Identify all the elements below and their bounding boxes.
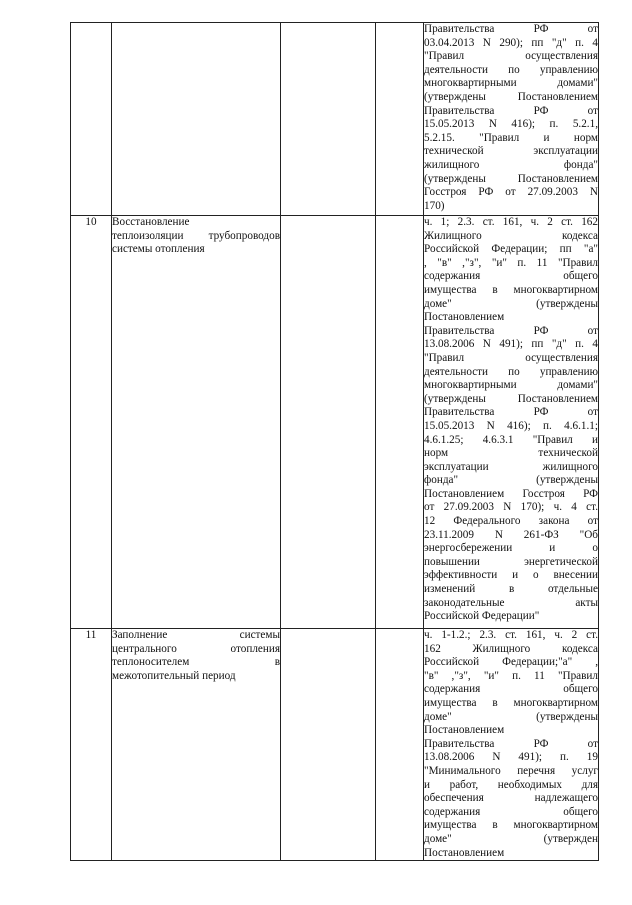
legal-basis-line: имущества в многоквартирном [424,283,598,296]
legal-basis-line: 23.11.2009 N 261-ФЗ "Об [424,528,598,541]
row-number-cell [71,216,112,629]
legal-basis-line: 03.04.2013 N 290); пп "д" п. 4 [424,36,598,49]
legal-basis-line: "Правил осуществления [424,50,598,63]
legal-basis-line: содержания общего [424,683,598,696]
work-description-line: межотопительный период [112,669,236,682]
legal-basis-line: Правительства РФ от [424,406,598,419]
legal-basis-line: норм технической [424,447,598,460]
legal-basis-line: доме" (утверждены [424,297,598,310]
work-description-line: системы отопления [112,243,205,256]
legal-basis-line: Постановлением Госстроя РФ [424,487,598,500]
legal-basis-line: деятельности по управлению [424,63,598,76]
legal-basis-line: (утверждены Постановлением [424,90,598,103]
row-number: 11 [85,629,97,641]
legal-basis-line: имущества в многоквартирном [424,819,598,832]
legal-basis-line: многоквартирными домами" [424,77,598,90]
legal-basis-line: 5.2.15. "Правил и норм [424,131,598,144]
legal-basis-line: , "в" ,"з", "и" п. 11 "Правил [424,256,598,269]
legal-basis-line: многоквартирными домами" [424,379,598,392]
legal-basis-line: законодательные акты [424,596,598,609]
legal-basis-line: жилищного фонда" [424,158,598,171]
legal-basis-line: эффективности и о внесении [424,569,598,582]
legal-basis-line: имущества в многоквартирном [424,696,598,709]
legal-basis-line: Правительства РФ от [424,324,598,337]
legal-basis-line: "в" ,"з", "и" п. 11 "Правил [424,669,598,682]
legal-basis-line: и работ, необходимых для [424,778,598,791]
empty-cell [281,216,376,629]
legal-basis-line: 170) [424,199,445,212]
work-description-cell [112,216,281,629]
work-description-cell [112,629,281,861]
legal-basis-line: содержания общего [424,270,598,283]
legal-basis-line: (утверждены Постановлением [424,172,598,185]
legal-basis-line: 15.05.2013 N 416); п. 5.2.1, [424,118,598,131]
legal-basis-line: (утверждены Постановлением [424,392,598,405]
legal-basis-line: Постановлением [424,311,505,324]
legal-basis-line: Российской Федерации; пп "а" [424,243,598,256]
legal-basis-line: обеспечения надлежащего [424,792,598,805]
legal-basis-line: 162 Жилищного кодекса [424,642,598,655]
legal-basis-line: ч. 1-1.2.; 2.3. ст. 161, ч. 2 ст. [424,629,598,641]
empty-cell [281,629,376,861]
legal-basis-line: Российской Федерации;"а" , [424,656,598,669]
legal-basis-line: от 27.09.2003 N 170); ч. 4 ст. [424,501,598,514]
table-row [71,629,599,861]
legal-basis-cell [424,23,599,216]
legal-basis-line: 13.08.2006 N 491); пп "д" п. 4 [424,338,598,351]
work-description-line: Восстановление [112,216,190,228]
document-table [70,22,599,861]
legal-basis-line: доме" (утвержден [424,832,598,845]
work-description-line: теплоносителем в [112,656,280,669]
legal-basis-line: 12 Федерального закона от [424,515,598,528]
table-row [71,23,599,216]
legal-basis-line: содержания общего [424,805,598,818]
legal-basis-line: фонда" (утверждены [424,474,598,487]
legal-basis-line: "Минимального перечня услуг [424,764,598,777]
legal-basis-line: Правительства РФ от [424,23,598,35]
legal-basis-line: доме" (утверждены [424,710,598,723]
legal-basis-line: 13.08.2006 N 491); п. 19 [424,751,598,764]
empty-cell [376,629,424,861]
empty-cell [376,23,424,216]
legal-basis-line: эксплуатации жилищного [424,460,598,473]
legal-basis-line: повышении энергетической [424,555,598,568]
legal-basis-line: Постановлением [424,846,505,859]
legal-basis-line: деятельности по управлению [424,365,598,378]
work-description-line: Заполнение системы [112,629,280,641]
legal-basis-line: энергосбережении и о [424,542,598,555]
table-body [71,23,599,861]
row-number-cell [71,629,112,861]
work-description-line: теплоизоляции трубопроводов [112,229,280,242]
legal-basis-line: изменений в отдельные [424,583,598,596]
legal-basis-line: Правительства РФ от [424,737,598,750]
legal-basis-line: ч. 1; 2.3. ст. 161, ч. 2 ст. 162 [424,216,598,228]
legal-basis-line: Правительства РФ от [424,104,598,117]
legal-basis-line: Жилищного кодекса [424,229,598,242]
row-number-cell [71,23,112,216]
empty-cell [376,216,424,629]
legal-basis-cell [424,216,599,629]
legal-basis-line: Российской Федерации" [424,610,540,623]
empty-cell [281,23,376,216]
legal-basis-line: Госстроя РФ от 27.09.2003 N [424,186,598,199]
work-description-cell [112,23,281,216]
legal-basis-line: "Правил осуществления [424,351,598,364]
legal-basis-line: технической эксплуатации [424,145,598,158]
row-number: 10 [85,216,97,228]
legal-basis-cell [424,629,599,861]
legal-basis-line: 4.6.1.25; 4.6.3.1 "Правил и [424,433,598,446]
legal-basis-line: 15.05.2013 N 416); п. 4.6.1.1; [424,419,598,432]
legal-basis-line: Постановлением [424,724,505,737]
work-description-line: центрального отопления [112,642,280,655]
table-row [71,216,599,629]
